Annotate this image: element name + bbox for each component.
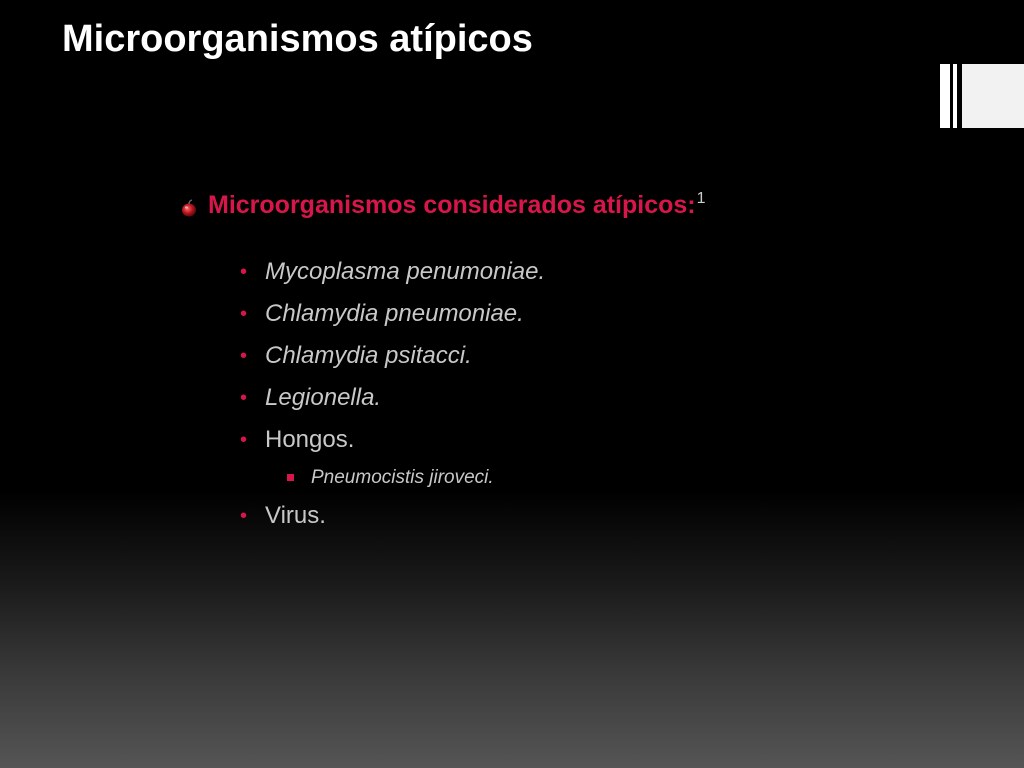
microorganism-list (180, 251, 880, 537)
footnote-ref: 1 (696, 190, 706, 207)
list-item (240, 495, 880, 537)
slide-title: Microorganismos atípicos (62, 18, 533, 60)
slide-content (180, 185, 880, 537)
main-bullet-text (208, 185, 706, 225)
apple-icon (180, 199, 198, 217)
list-item-text: Chlamydia pneumoniae. (265, 300, 524, 327)
bullet-dot: • (240, 345, 248, 367)
fungi-sublist (265, 461, 880, 495)
bullet-dot: • (240, 429, 248, 451)
list-item-text: Chlamydia psitacci. (265, 342, 472, 369)
list-item (240, 419, 880, 495)
list-item-text: Hongos. (265, 426, 355, 453)
list-item-text: Legionella. (265, 384, 382, 411)
bullet-dot: • (240, 387, 248, 409)
list-item-text: Mycoplasma penumoniae. (265, 258, 546, 285)
decoration-bar-thick (940, 64, 950, 128)
list-item (240, 293, 880, 335)
decoration-bar-thin (953, 64, 957, 128)
main-bullet-label: Microorganismos considerados atípicos: (208, 191, 696, 219)
decoration-block (962, 64, 1024, 128)
sublist-item (285, 461, 880, 495)
list-item (240, 251, 880, 293)
bullet-dot: • (240, 261, 248, 283)
sublist-item-text: Pneumocistis jiroveci. (311, 467, 494, 488)
main-bullet (180, 185, 880, 225)
corner-decoration (940, 64, 1024, 130)
list-item-text: Virus. (265, 502, 326, 529)
square-bullet (287, 474, 294, 481)
list-item (240, 335, 880, 377)
bullet-dot: • (240, 303, 248, 325)
list-item (240, 377, 880, 419)
bullet-dot: • (240, 505, 248, 527)
